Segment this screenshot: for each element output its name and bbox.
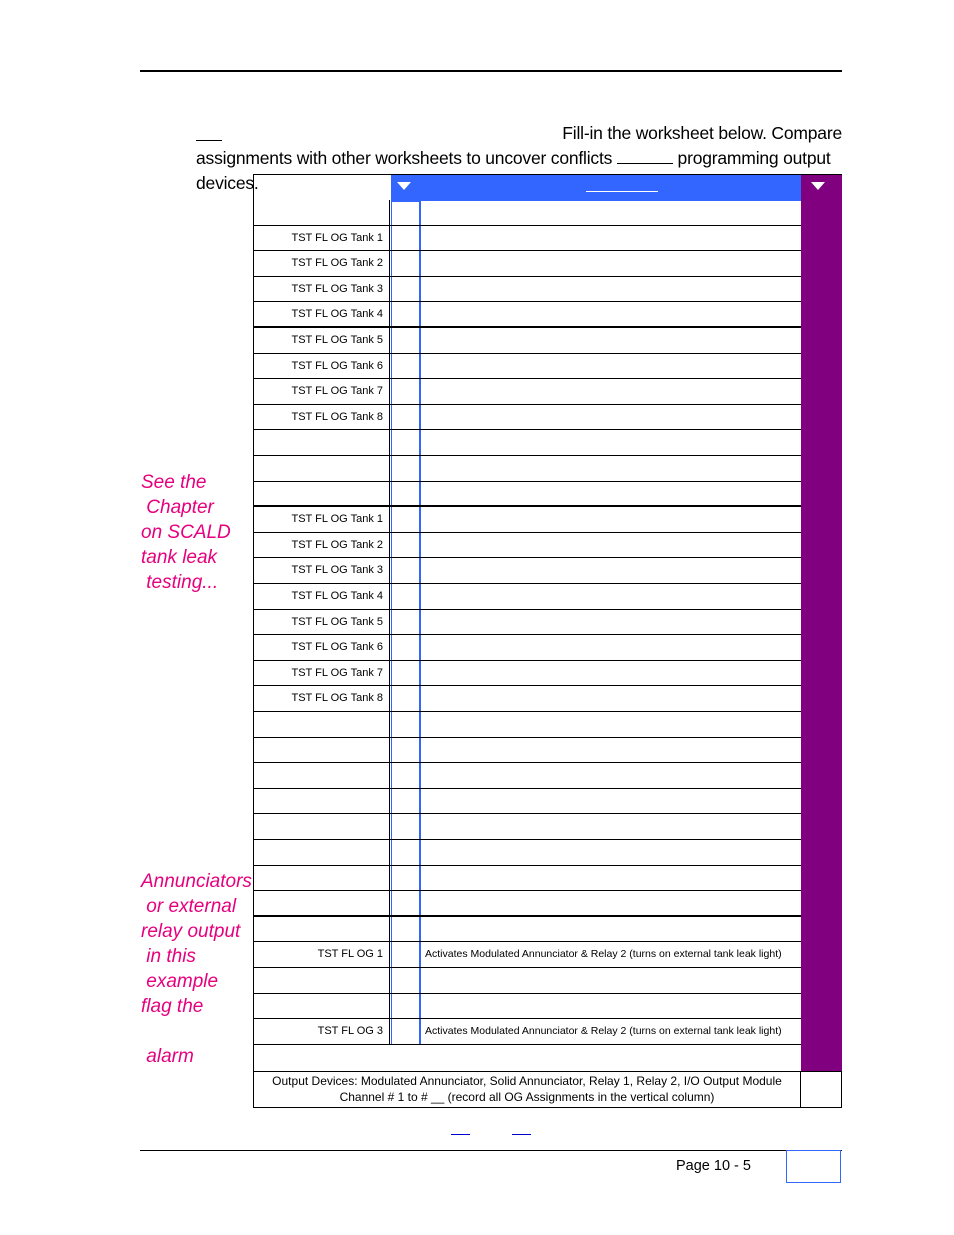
table-row bbox=[254, 430, 801, 456]
table-row bbox=[254, 891, 801, 917]
og-number-cell[interactable] bbox=[391, 328, 421, 353]
function-label-cell[interactable] bbox=[254, 712, 390, 737]
side-note-line: relay output bbox=[141, 921, 241, 942]
description-cell[interactable] bbox=[421, 917, 801, 942]
function-label-cell[interactable]: TST FL OG 1 bbox=[254, 942, 390, 967]
function-label-cell[interactable] bbox=[254, 789, 390, 814]
dropdown-triangle-icon[interactable] bbox=[397, 182, 411, 190]
description-cell[interactable] bbox=[421, 277, 801, 302]
side-note-annunciators bbox=[141, 869, 252, 1069]
description-cell[interactable] bbox=[421, 635, 801, 660]
table-row bbox=[254, 482, 801, 508]
header-blank-line bbox=[586, 191, 658, 192]
description-cell[interactable] bbox=[421, 558, 801, 583]
og-number-cell[interactable] bbox=[391, 917, 421, 942]
side-note-scald bbox=[141, 470, 231, 595]
function-label-cell[interactable]: TST FL OG Tank 3 bbox=[254, 277, 390, 302]
og-number-cell[interactable] bbox=[391, 430, 421, 455]
description-cell[interactable] bbox=[421, 789, 801, 814]
side-note-line: or external bbox=[141, 896, 237, 917]
output-assignment-worksheet bbox=[253, 174, 842, 1108]
og-number-cell[interactable] bbox=[391, 891, 421, 915]
function-label-cell[interactable] bbox=[254, 430, 390, 455]
function-label-cell[interactable] bbox=[254, 891, 390, 915]
side-note-line: flag the bbox=[141, 996, 204, 1017]
og-number-cell[interactable] bbox=[391, 763, 421, 788]
description-cell[interactable] bbox=[421, 686, 801, 711]
description-cell[interactable] bbox=[421, 866, 801, 891]
og-number-cell[interactable] bbox=[391, 661, 421, 686]
page-box bbox=[786, 1150, 841, 1183]
side-note-line: in this bbox=[141, 946, 196, 967]
og-number-cell[interactable] bbox=[391, 226, 421, 251]
function-label-cell[interactable] bbox=[254, 840, 390, 865]
description-cell[interactable] bbox=[421, 507, 801, 532]
description-cell[interactable] bbox=[421, 891, 801, 915]
intro-line-1: Fill-in the worksheet below. Compare bbox=[562, 123, 842, 143]
og-number-cell[interactable] bbox=[391, 379, 421, 404]
og-number-cell[interactable] bbox=[391, 200, 421, 225]
side-note-line: example bbox=[141, 971, 219, 992]
function-label-cell[interactable]: TST FL OG Tank 2 bbox=[254, 533, 390, 558]
function-label-cell[interactable]: TST FL OG Tank 7 bbox=[254, 379, 390, 404]
bottom-rule bbox=[140, 1150, 842, 1151]
description-cell[interactable] bbox=[421, 379, 801, 404]
description-cell[interactable] bbox=[421, 712, 801, 737]
og-number-cell[interactable] bbox=[391, 302, 421, 326]
og-number-cell[interactable] bbox=[391, 712, 421, 737]
table-row bbox=[254, 328, 801, 354]
table-row bbox=[254, 200, 801, 226]
function-label-cell[interactable]: TST FL OG Tank 4 bbox=[254, 584, 390, 609]
table-row bbox=[254, 635, 801, 661]
table-row bbox=[254, 558, 801, 584]
function-label-cell[interactable] bbox=[254, 917, 390, 942]
table-row bbox=[254, 277, 801, 303]
description-cell[interactable] bbox=[421, 302, 801, 326]
table-row bbox=[254, 379, 801, 405]
table-row bbox=[254, 251, 801, 277]
og-number-cell[interactable] bbox=[391, 251, 421, 276]
intro-line-3: devices. bbox=[196, 173, 259, 193]
og-number-cell[interactable] bbox=[391, 354, 421, 379]
og-number-cell[interactable] bbox=[391, 405, 421, 430]
function-label-cell[interactable] bbox=[254, 968, 390, 993]
og-number-cell[interactable] bbox=[391, 277, 421, 302]
function-label-cell[interactable]: TST FL OG Tank 5 bbox=[254, 610, 390, 635]
table-row bbox=[254, 661, 801, 687]
function-label-cell[interactable] bbox=[254, 814, 390, 839]
worksheet-footer bbox=[254, 1071, 801, 1107]
side-note-line: on SCALD bbox=[141, 522, 231, 543]
description-cell[interactable]: Activates Modulated Annunciator & Relay 2 (turns on external tank leak light) bbox=[425, 1025, 782, 1038]
function-label-cell[interactable] bbox=[254, 456, 390, 481]
function-label-cell[interactable]: TST FL OG Tank 1 bbox=[254, 507, 390, 532]
side-note-line bbox=[141, 1019, 252, 1044]
table-row bbox=[254, 712, 801, 738]
description-cell[interactable] bbox=[421, 533, 801, 558]
og-number-cell[interactable] bbox=[391, 456, 421, 481]
table-row bbox=[254, 405, 801, 431]
og-number-cell[interactable] bbox=[391, 942, 421, 967]
page-number: Page 10 - 5 bbox=[676, 1158, 751, 1174]
og-number-cell[interactable] bbox=[391, 789, 421, 814]
description-cell[interactable] bbox=[421, 584, 801, 609]
table-row bbox=[254, 302, 801, 328]
table-row bbox=[254, 507, 801, 533]
table-row bbox=[254, 584, 801, 610]
top-rule bbox=[140, 70, 842, 72]
intro-line-2a: assignments with other worksheets to uncover conflicts bbox=[196, 148, 613, 168]
function-label-cell[interactable]: TST FL OG Tank 8 bbox=[254, 405, 390, 430]
og-number-cell[interactable] bbox=[391, 866, 421, 891]
table-row bbox=[254, 610, 801, 636]
function-label-cell[interactable]: TST FL OG Tank 4 bbox=[254, 302, 390, 326]
function-label-cell[interactable] bbox=[254, 200, 390, 225]
og-number-cell[interactable] bbox=[391, 558, 421, 583]
function-label-cell[interactable]: TST FL OG Tank 5 bbox=[254, 328, 390, 353]
description-cell[interactable] bbox=[421, 200, 801, 225]
function-label-cell[interactable]: TST FL OG 3 bbox=[254, 1019, 390, 1044]
table-row bbox=[254, 994, 801, 1020]
og-number-cell[interactable] bbox=[391, 507, 421, 532]
table-row bbox=[254, 814, 801, 840]
side-note-line: alarm bbox=[141, 1046, 194, 1067]
function-label-cell[interactable]: TST FL OG Tank 6 bbox=[254, 354, 390, 379]
description-cell[interactable] bbox=[421, 738, 801, 763]
side-note-line: Chapter bbox=[141, 497, 214, 518]
function-label-cell[interactable]: TST FL OG Tank 3 bbox=[254, 558, 390, 583]
blue-link-line[interactable] bbox=[451, 1134, 470, 1135]
function-label-cell[interactable]: TST FL OG Tank 8 bbox=[254, 686, 390, 711]
description-cell[interactable] bbox=[421, 430, 801, 455]
og-number-cell[interactable] bbox=[391, 635, 421, 660]
description-cell[interactable] bbox=[421, 405, 801, 430]
footer-blank-cell bbox=[801, 1071, 841, 1108]
function-label-cell[interactable] bbox=[254, 866, 390, 891]
worksheet-header-bar bbox=[391, 175, 801, 201]
side-note-line: tank leak bbox=[141, 547, 218, 568]
description-cell[interactable] bbox=[421, 354, 801, 379]
function-label-cell[interactable]: TST FL OG Tank 1 bbox=[254, 226, 390, 251]
description-cell[interactable] bbox=[421, 610, 801, 635]
function-label-cell[interactable] bbox=[254, 738, 390, 763]
table-row bbox=[254, 789, 801, 815]
side-note-line: Annunciators bbox=[141, 871, 252, 892]
function-label-cell[interactable]: TST FL OG Tank 2 bbox=[254, 251, 390, 276]
description-cell[interactable] bbox=[421, 226, 801, 251]
function-label-cell[interactable]: TST FL OG Tank 6 bbox=[254, 635, 390, 660]
table-row bbox=[254, 226, 801, 252]
description-cell[interactable] bbox=[421, 251, 801, 276]
og-number-cell[interactable] bbox=[391, 686, 421, 711]
description-cell[interactable] bbox=[421, 840, 801, 865]
og-number-cell[interactable] bbox=[391, 994, 421, 1019]
side-note-line: See the bbox=[141, 472, 207, 493]
footer-line-2: Channel # 1 to # __ (record all OG Assignments in the vertical column) bbox=[339, 1090, 715, 1104]
intro-line-2b: programming output bbox=[677, 148, 831, 168]
function-label-cell[interactable]: TST FL OG Tank 7 bbox=[254, 661, 390, 686]
intro-blank-2 bbox=[617, 149, 673, 164]
table-row bbox=[254, 738, 801, 764]
og-number-cell[interactable] bbox=[391, 968, 421, 993]
description-cell[interactable] bbox=[421, 661, 801, 686]
description-cell[interactable] bbox=[421, 763, 801, 788]
description-cell[interactable] bbox=[421, 814, 801, 839]
table-row bbox=[254, 866, 801, 892]
description-cell[interactable] bbox=[421, 328, 801, 353]
og-number-cell[interactable] bbox=[391, 584, 421, 609]
og-number-cell[interactable] bbox=[391, 610, 421, 635]
function-label-cell[interactable] bbox=[254, 763, 390, 788]
og-assignment-column bbox=[801, 175, 842, 1071]
table-row bbox=[254, 533, 801, 559]
function-label-cell[interactable] bbox=[254, 482, 390, 506]
side-note-line: testing... bbox=[141, 572, 219, 593]
blue-link-line[interactable] bbox=[512, 1134, 531, 1135]
function-label-cell[interactable] bbox=[254, 994, 390, 1019]
footer-line-1: Output Devices: Modulated Annunciator, Solid Annunciator, Relay 1, Relay 2, I/O Output Module bbox=[272, 1074, 782, 1088]
description-cell[interactable] bbox=[421, 482, 801, 506]
description-cell[interactable] bbox=[421, 968, 801, 993]
og-number-cell[interactable] bbox=[391, 1019, 421, 1044]
og-number-cell[interactable] bbox=[391, 533, 421, 558]
og-number-cell[interactable] bbox=[391, 814, 421, 839]
description-cell[interactable] bbox=[421, 456, 801, 481]
og-number-cell[interactable] bbox=[391, 482, 421, 506]
table-row bbox=[254, 840, 801, 866]
table-row bbox=[254, 456, 801, 482]
table-row bbox=[254, 917, 801, 943]
table-row bbox=[254, 1019, 801, 1045]
table-row bbox=[254, 968, 801, 994]
og-number-cell[interactable] bbox=[391, 738, 421, 763]
table-row bbox=[254, 942, 801, 968]
dropdown-triangle-icon[interactable] bbox=[811, 182, 825, 190]
table-row bbox=[254, 354, 801, 380]
description-cell[interactable]: Activates Modulated Annunciator & Relay 2 (turns on external tank leak light) bbox=[425, 948, 782, 961]
table-row bbox=[254, 763, 801, 789]
table-row bbox=[254, 686, 801, 712]
og-number-cell[interactable] bbox=[391, 840, 421, 865]
description-cell[interactable] bbox=[421, 994, 801, 1019]
